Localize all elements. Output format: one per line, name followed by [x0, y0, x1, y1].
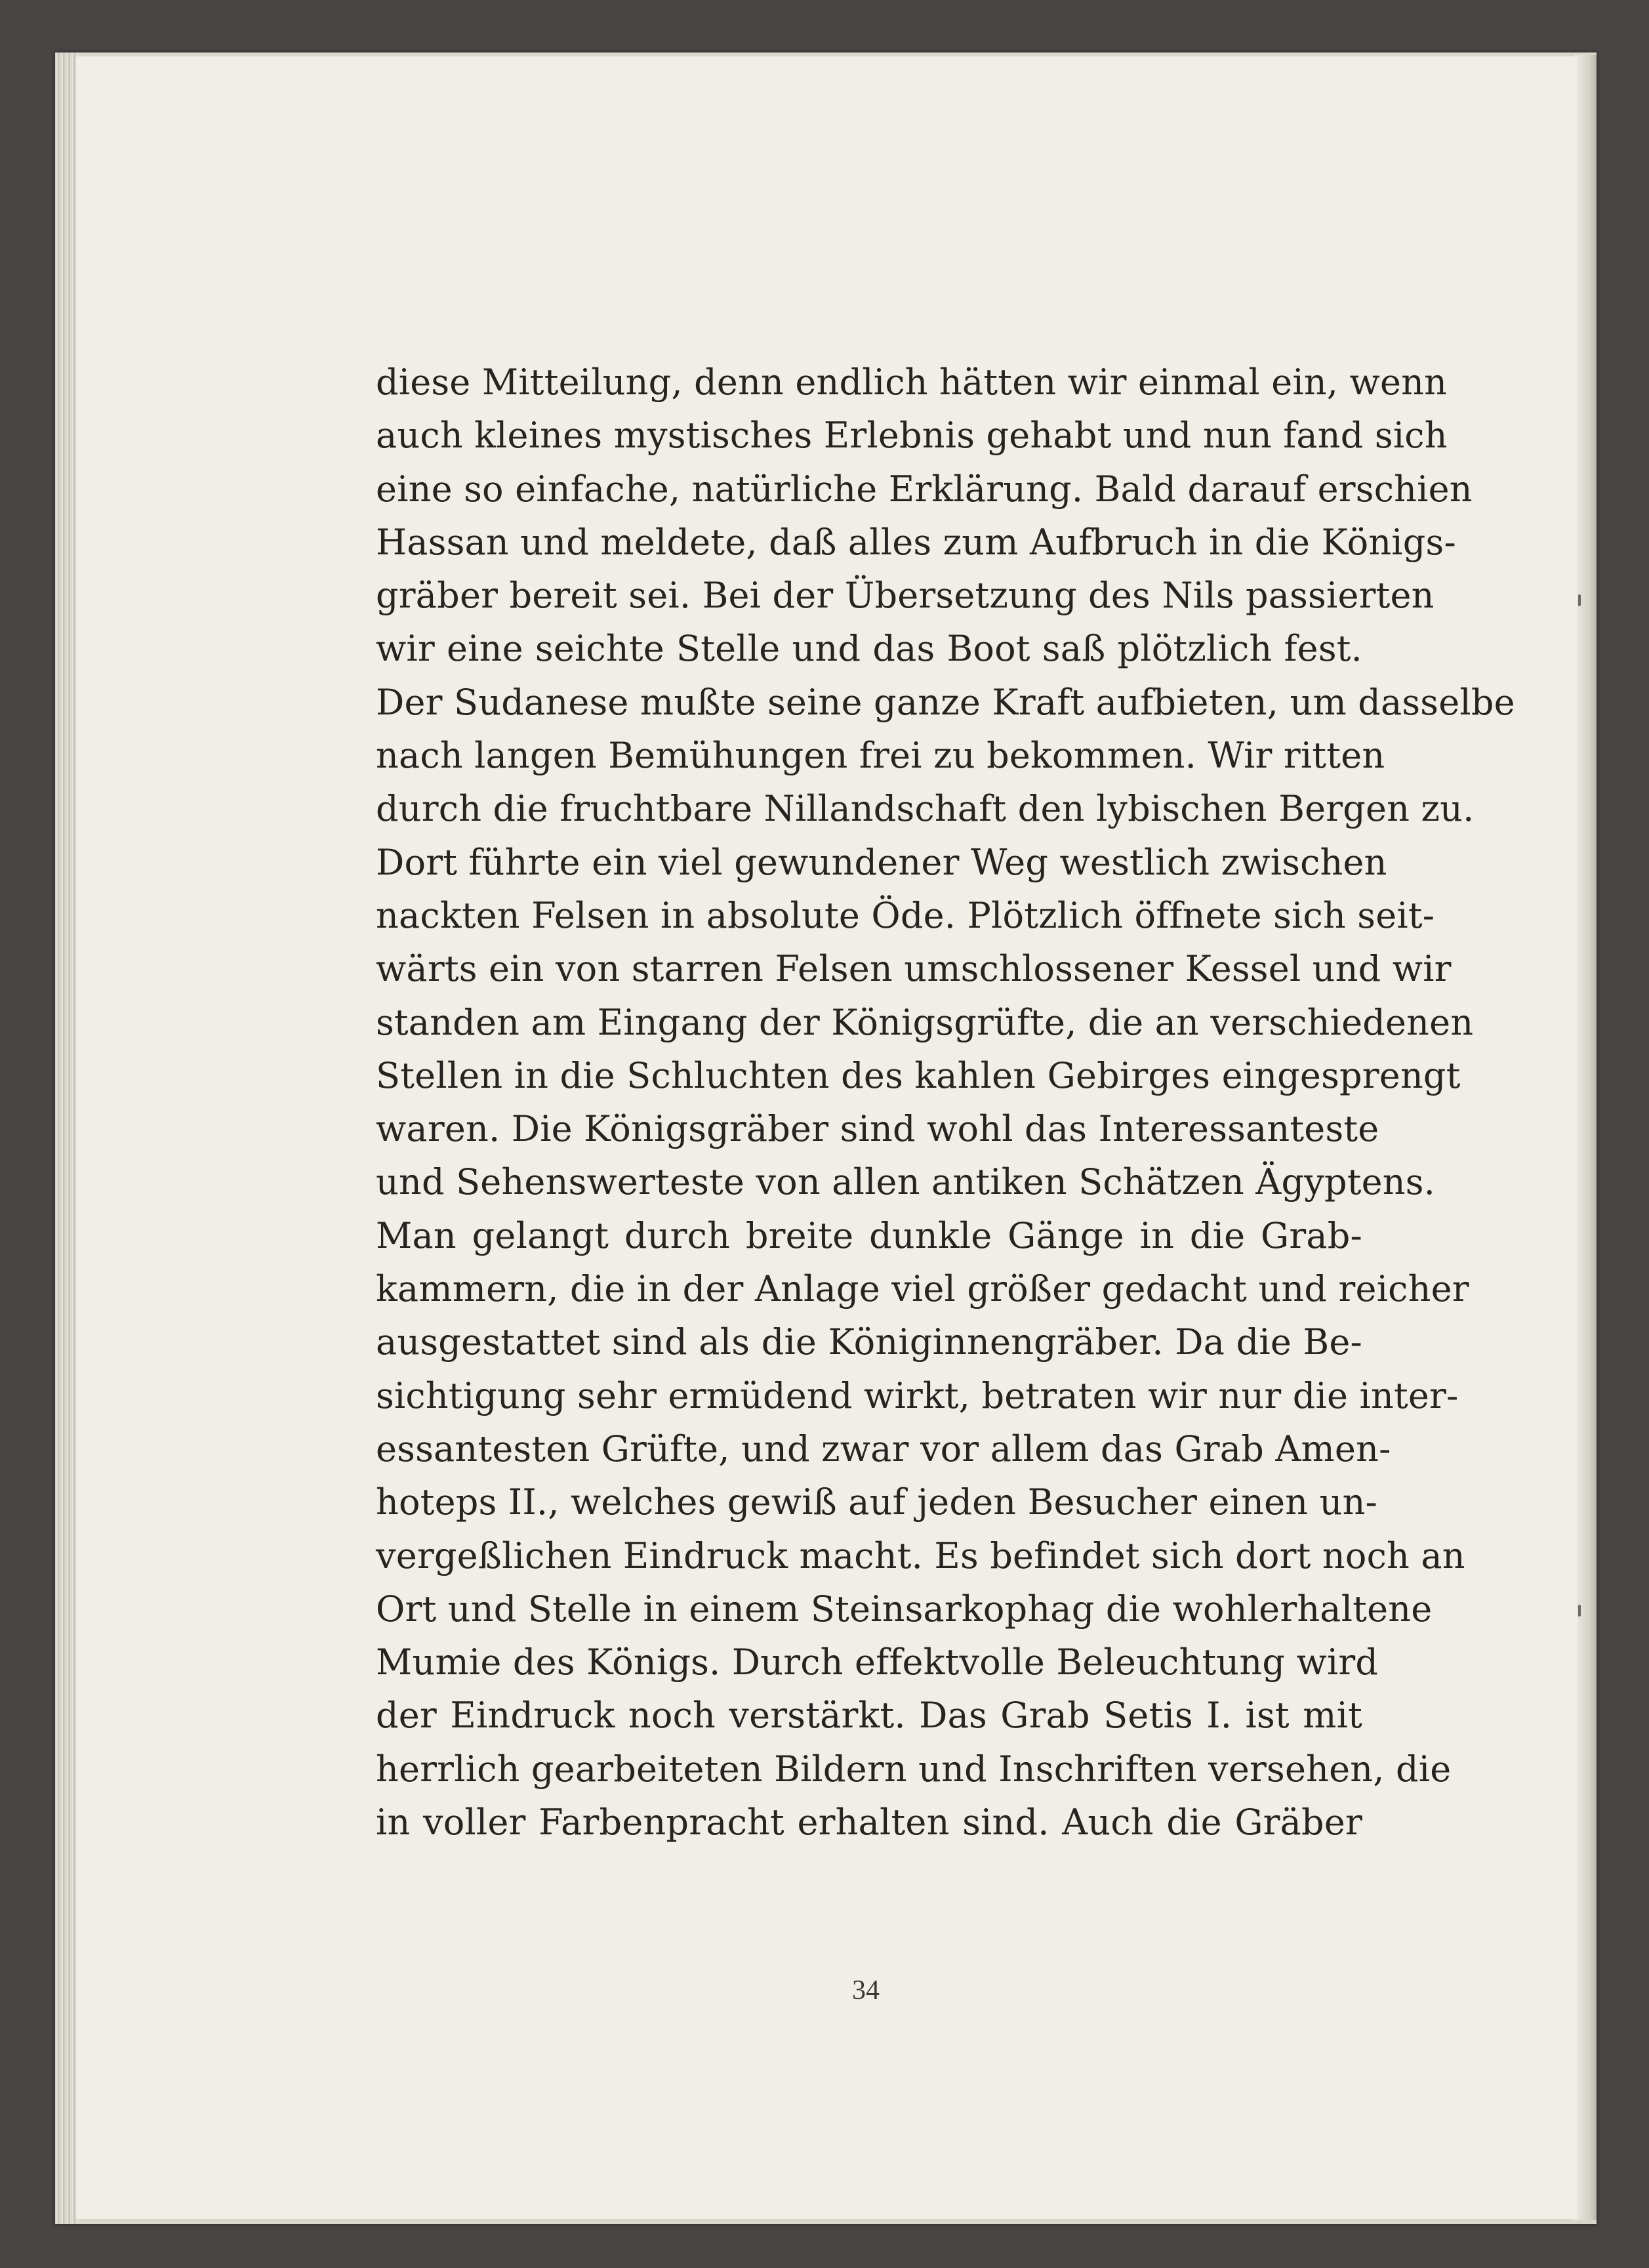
- text-line: durch die fruchtbare Nillandschaft den lybischen Bergen zu.: [376, 788, 1475, 830]
- text-line: diese Mitteilung, denn endlich hätten wir einmal ein, wenn: [376, 361, 1448, 403]
- text-line: essantesten Grüfte, und zwar vor allem das Grab Amen-: [376, 1428, 1391, 1470]
- text-line: Stellen in die Schluchten des kahlen Gebirges eingesprengt: [376, 1054, 1461, 1096]
- text-line: wärts ein von starren Felsen umschlossener Kessel und wir: [376, 948, 1452, 990]
- text-line: vergeßlichen Eindruck macht. Es befindet sich dort noch an: [376, 1535, 1465, 1577]
- text-line: standen am Eingang der Königsgrüfte, die an verschiedenen: [376, 1001, 1474, 1043]
- text-line: Dort führte ein viel gewundener Weg westlich zwischen: [376, 841, 1387, 883]
- text-line: nackten Felsen in absolute Öde. Plötzlich öffnete sich seit-: [376, 894, 1435, 936]
- text-line: Man gelangt durch breite dunkle Gänge in die Grab-: [376, 1214, 1362, 1256]
- text-line: sichtigung sehr ermüdend wirkt, betraten wir nur die inter-: [376, 1374, 1459, 1416]
- text-line: hoteps II., welches gewiß auf jeden Besucher einen un-: [376, 1481, 1377, 1523]
- text-line: waren. Die Königsgräber sind wohl das Interessanteste: [376, 1108, 1379, 1150]
- text-line: kammern, die in der Anlage viel größer gedacht und reicher: [376, 1268, 1469, 1310]
- text-line: wir eine seichte Stelle und das Boot saß plötzlich fest.: [376, 628, 1362, 670]
- text-line: nach langen Bemühungen frei zu bekommen. Wir ritten: [376, 735, 1385, 777]
- text-line: auch kleines mystisches Erlebnis gehabt und nun fand sich: [376, 415, 1448, 457]
- text-line: in voller Farbenpracht erhalten sind. Auch die Gräber: [376, 1802, 1362, 1844]
- page-edge-right: [1574, 55, 1597, 2220]
- text-line: Hassan und meldete, daß alles zum Aufbruch in die Königs-: [376, 521, 1456, 563]
- text-line: Ort und Stelle in einem Steinsarkophag die wohlerhaltene: [376, 1588, 1433, 1630]
- text-line: der Eindruck noch verstärkt. Das Grab Setis I. ist mit: [376, 1695, 1362, 1737]
- body-text: [376, 356, 1515, 1849]
- text-line: ausgestattet sind als die Königinnengräber. Da die Be-: [376, 1321, 1362, 1363]
- page-number: 34: [852, 1975, 880, 2006]
- text-line: herrlich gearbeiteten Bildern und Inschriften versehen, die: [376, 1748, 1452, 1790]
- text-line: Mumie des Königs. Durch effektvolle Beleuchtung wird: [376, 1641, 1379, 1683]
- binding-mark: [1578, 594, 1581, 606]
- text-line: Der Sudanese mußte seine ganze Kraft aufbieten, um dasselbe: [376, 681, 1515, 723]
- text-line: gräber bereit sei. Bei der Übersetzung des Nils passierten: [376, 575, 1435, 617]
- binding-mark: [1578, 1605, 1581, 1617]
- text-line: und Sehenswerteste von allen antiken Schätzen Ägyptens.: [376, 1161, 1436, 1203]
- page-edges-left: [55, 52, 79, 2224]
- text-line: eine so einfache, natürliche Erklärung. Bald darauf erschien: [376, 468, 1473, 510]
